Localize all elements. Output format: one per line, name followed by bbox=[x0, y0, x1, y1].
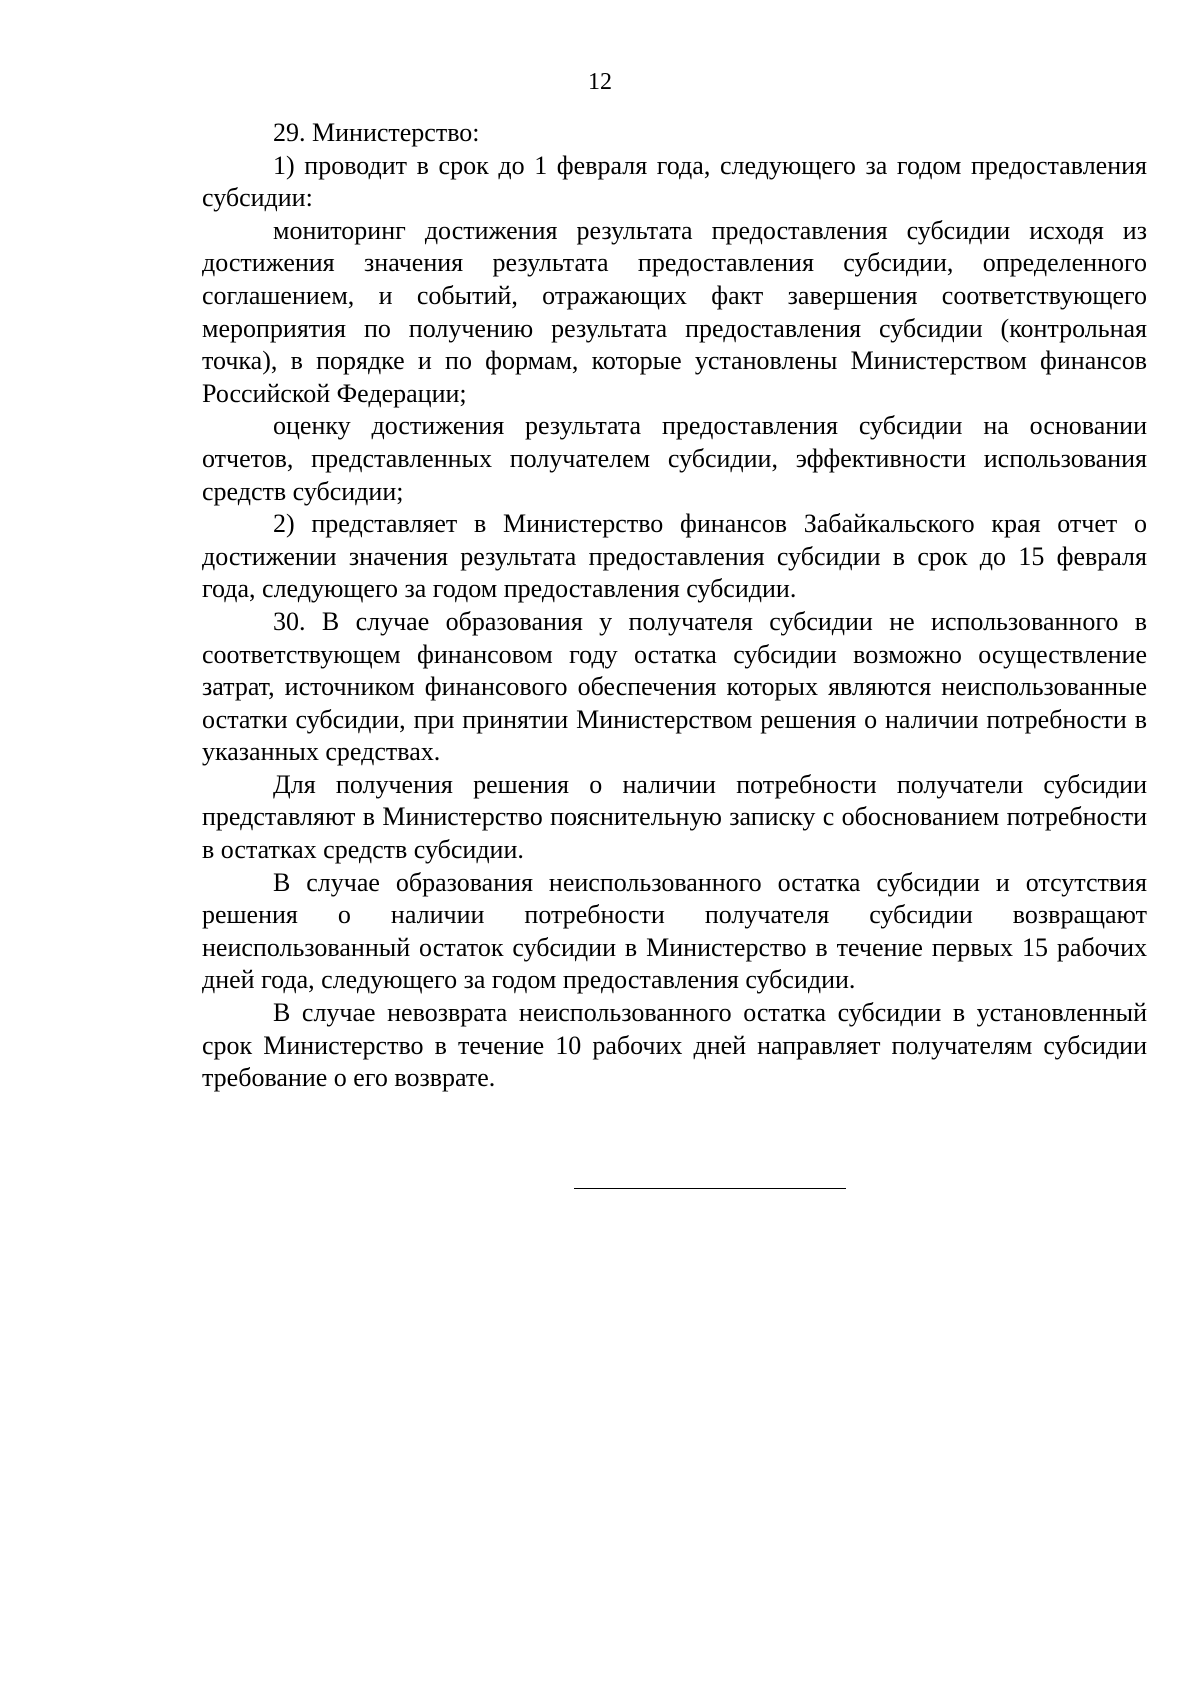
paragraph-item-30: 30. В случае образования у получателя субсидии не использованного в соответствующем финансовом году остатка субсидии возможно осуществление затрат, источником финансового обеспечения которых являются неиспользованные остатки субсидии, при принятии Министерством решения о наличии потребности в указанных средствах. bbox=[202, 606, 1147, 767]
paragraph-item-29: 29. Министерство: bbox=[273, 118, 480, 147]
paragraph-subitem-1: 1) проводит в срок до 1 февраля года, следующего за годом предоставления субсидии: bbox=[202, 150, 1147, 213]
document-body bbox=[202, 117, 1147, 1095]
end-divider-line bbox=[574, 1188, 846, 1189]
paragraph-monitoring: мониторинг достижения результата предоставления субсидии исходя из достижения значения результата предоставления субсидии, определенного соглашением, и событий, отражающих факт завершения соответствующего мероприятия по получению результата предоставления субсидии (контрольная точка), в порядке и по формам, которые установлены Министерством финансов Российской Федерации; bbox=[202, 215, 1147, 408]
paragraph-return-remainder: В случае образования неиспользованного остатка субсидии и отсутствия решения о наличии потребности получателя субсидии возвращают неиспользованный остаток субсидии в Министерство в течение первых 15 рабочих дней года, следующего за годом предоставления субсидии. bbox=[202, 867, 1147, 995]
paragraph-need-decision: Для получения решения о наличии потребности получатели субсидии представляют в Министерство пояснительную записку с обоснованием потребности в остатках средств субсидии. bbox=[202, 769, 1147, 865]
paragraph-evaluation: оценку достижения результата предоставления субсидии на основании отчетов, представленных получателем субсидии, эффективности использования средств субсидии; bbox=[202, 411, 1147, 506]
page-number: 12 bbox=[588, 69, 612, 95]
paragraph-subitem-2: 2) представляет в Министерство финансов Забайкальского края отчет о достижении значения результата предоставления субсидии в срок до 15 февраля года, следующего за годом предоставления субсидии. bbox=[202, 509, 1147, 604]
paragraph-non-return: В случае невозврата неиспользованного остатка субсидии в установленный срок Министерство в течение 10 рабочих дней направляет получателям субсидии требование о его возврате. bbox=[202, 998, 1147, 1093]
